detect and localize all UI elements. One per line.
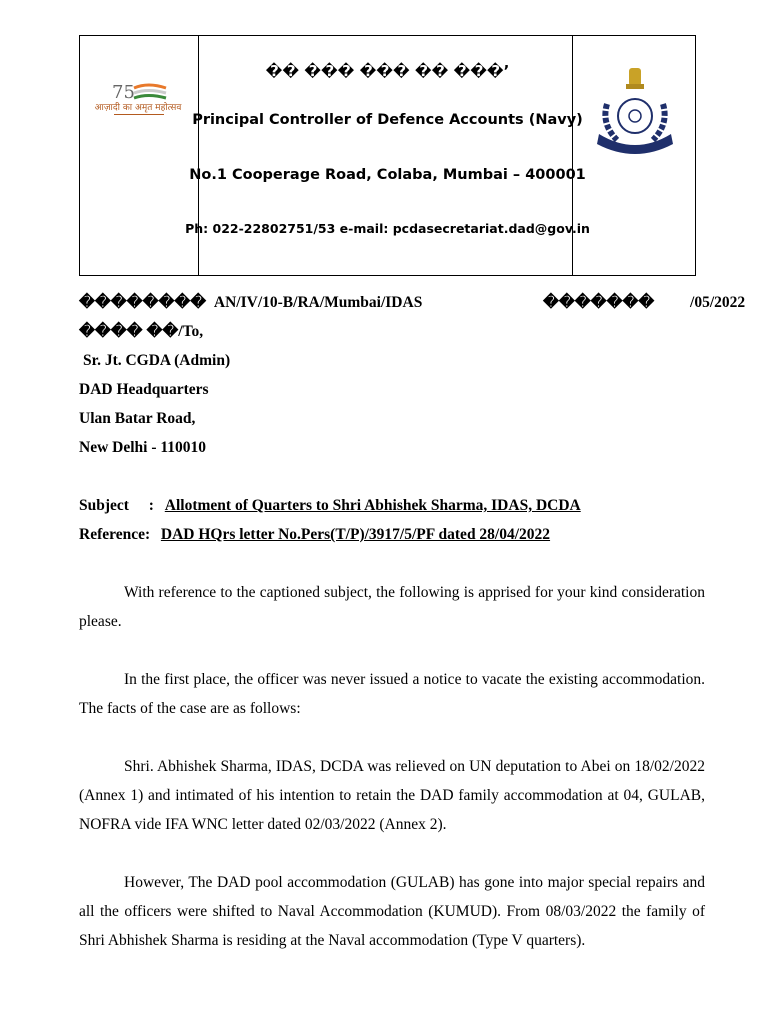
lion-capital-icon [629,68,641,86]
reference-text: DAD HQrs letter No.Pers(T/P)/3917/5/PF dated 28/04/2022 [160,526,551,543]
date-line [543,293,745,312]
addressee-line-4: New Delhi - 110010 [79,439,207,456]
letterhead [79,35,696,276]
paragraph-2: In the first place, the officer was never issued a notice to vacate the existing accommodation. The facts of the case are as follows: [79,671,705,717]
date-label: ������� [543,294,655,311]
to-label: ���� ��/To, [79,323,204,340]
organization-name: Principal Controller of Defence Accounts (Navy) [192,112,583,128]
hindi-title: �� ��� ��� �� ���’ [265,62,510,80]
reference-number: AN/IV/10-B/RA/Mumbai/IDAS [213,294,423,311]
emblem-circle-icon [618,99,652,133]
emblem-ribbon-icon [597,134,673,154]
letterhead-right-cell [573,36,695,275]
subject-text: Allotment of Quarters to Shri Abhishek Sharma, IDAS, DCDA [164,497,581,514]
paragraph-4: However, The DAD pool accommodation (GULAB) has gone into major special repairs and all the officers were shifted to Naval Accommodation (KUMUD). From 08/03/2022 the family of Shri Abhishek Sharma is residing at the Naval accommodation (Type V quarters). [79,874,705,949]
addressee-line-2: DAD Headquarters [79,381,209,398]
letter-date: /05/2022 [690,294,746,311]
reference-number-label: �������� [79,294,207,311]
reference-number-line [79,293,422,312]
office-address: No.1 Cooperage Road, Colaba, Mumbai – 400001 [189,167,586,183]
subject-separator: : [148,497,154,514]
paragraph-1: With reference to the captioned subject, the following is apprised for your kind consideration please. [79,584,705,630]
subject-label: Subject [79,497,129,514]
paragraph-3: Shri. Abhishek Sharma, IDAS, DCDA was relieved on UN deputation to Abei on 18/02/2022 (Annex 1) and intimated of his intention to retain the DAD family accommodation at 04, GULAB, NOFRA vide IFA WNC letter dated 02/03/2022 (Annex 2). [79,758,705,833]
laurel-left-icon [605,104,617,140]
subject-line [79,497,581,515]
logo-text: आज़ादी का अमृत महोत्सव [94,103,182,113]
logo-numeral-75: 75 [112,82,135,103]
letterhead-center-cell [185,36,590,275]
addressee-line-1: Sr. Jt. CGDA (Admin) [83,352,231,369]
contact-details: Ph: 022-22802751/53 e-mail: pcdasecretariat.dad@gov.in [185,221,590,236]
addressee-line-3: Ulan Batar Road, [79,410,196,427]
reference-line [79,526,550,544]
defence-accounts-department-emblem [595,64,675,154]
reference-label: Reference: [79,526,151,543]
laurel-right-icon [653,104,665,140]
